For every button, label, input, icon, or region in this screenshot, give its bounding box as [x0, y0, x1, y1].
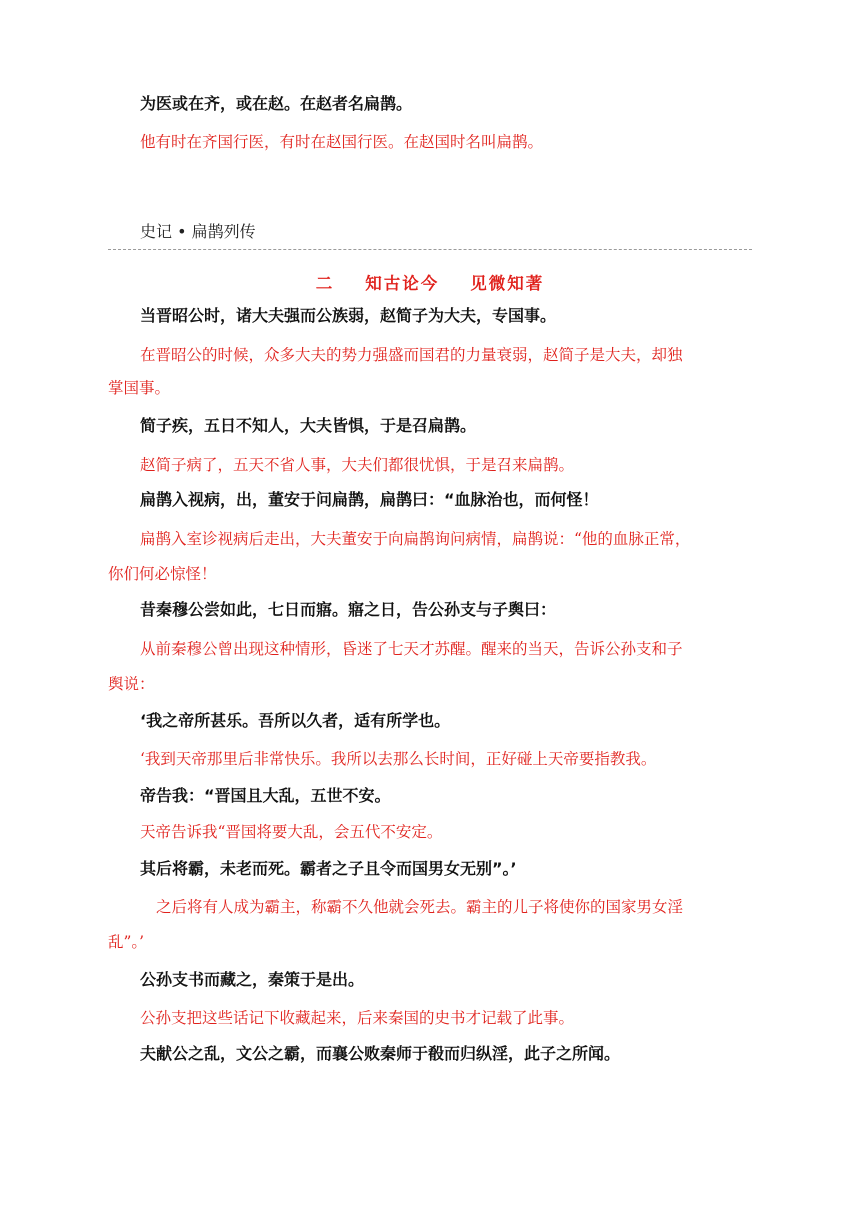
source-text-line: 简子疾，五日不知人，大夫皆惧，于是召扁鹊。 — [140, 416, 477, 435]
translation-line-continued: 你们何必惊怪！ — [108, 565, 217, 583]
header-divider — [108, 249, 752, 250]
translation-line: 扁鹊入室诊视病后走出，大夫董安于向扁鹊询问病情，扁鹊说：“他的血脉正常， — [140, 530, 691, 548]
source-text-line: 其后将霸，未老而死。霸者之子且令而国男女无别”。’ — [140, 859, 517, 878]
translation-line: ‘我到天帝那里后非常快乐。我所以去那么长时间，正好碰上天帝要指教我。 — [140, 750, 657, 768]
source-text-line: 公孙支书而藏之，秦策于是出。 — [140, 970, 365, 989]
translation-line: 之后将有人成为霸主，称霸不久他就会死去。霸主的儿子将使你的国家男女淫 — [156, 898, 684, 916]
section-title: 二 知古论今 见微知著 — [315, 274, 545, 293]
translation-line: 在晋昭公的时候，众多大夫的势力强盛而国君的力量衰弱，赵简子是大夫，却独 — [140, 346, 683, 364]
translation-line-continued: 舆说： — [108, 675, 155, 693]
source-text-line: 帝告我：“晋国且大乱，五世不安。 — [140, 786, 391, 805]
translation-line: 赵简子病了，五天不省人事，大夫们都很忧惧，于是召来扁鹊。 — [140, 456, 575, 474]
source-text-line: 扁鹊入视病，出，董安于问扁鹊，扁鹊曰：“血脉治也，而何怪！ — [140, 490, 599, 509]
translation-line-continued: 乱”。’ — [108, 933, 145, 951]
translation-line-continued: 掌国事。 — [108, 379, 171, 397]
source-text-line: ‘我之帝所甚乐。吾所以久者，适有所学也。 — [140, 711, 451, 730]
translation-line: 从前秦穆公曾出现这种情形，昏迷了七天才苏醒。醒来的当天，告诉公孙支和子 — [140, 640, 683, 658]
source-text-line: 当晋昭公时，诸大夫强而公族弱，赵简子为大夫，专国事。 — [140, 306, 557, 325]
source-text-line: 为医或在齐，或在赵。在赵者名扁鹊。 — [140, 94, 413, 113]
translation-line: 他有时在齐国行医，有时在赵国行医。在赵国时名叫扁鹊。 — [140, 133, 544, 151]
source-text-line: 昔秦穆公尝如此，七日而寤。寤之日，告公孙支与子舆曰： — [140, 600, 557, 619]
source-text-line: 夫献公之乱，文公之霸，而襄公败秦师于殽而归纵淫，此子之所闻。 — [140, 1044, 621, 1063]
translation-line: 公孙支把这些话记下收藏起来，后来秦国的史书才记载了此事。 — [140, 1009, 575, 1027]
translation-line: 天帝告诉我“晋国将要大乱，会五代不安定。 — [140, 823, 443, 841]
page-header: 史记 • 扁鹊列传 — [140, 222, 256, 241]
